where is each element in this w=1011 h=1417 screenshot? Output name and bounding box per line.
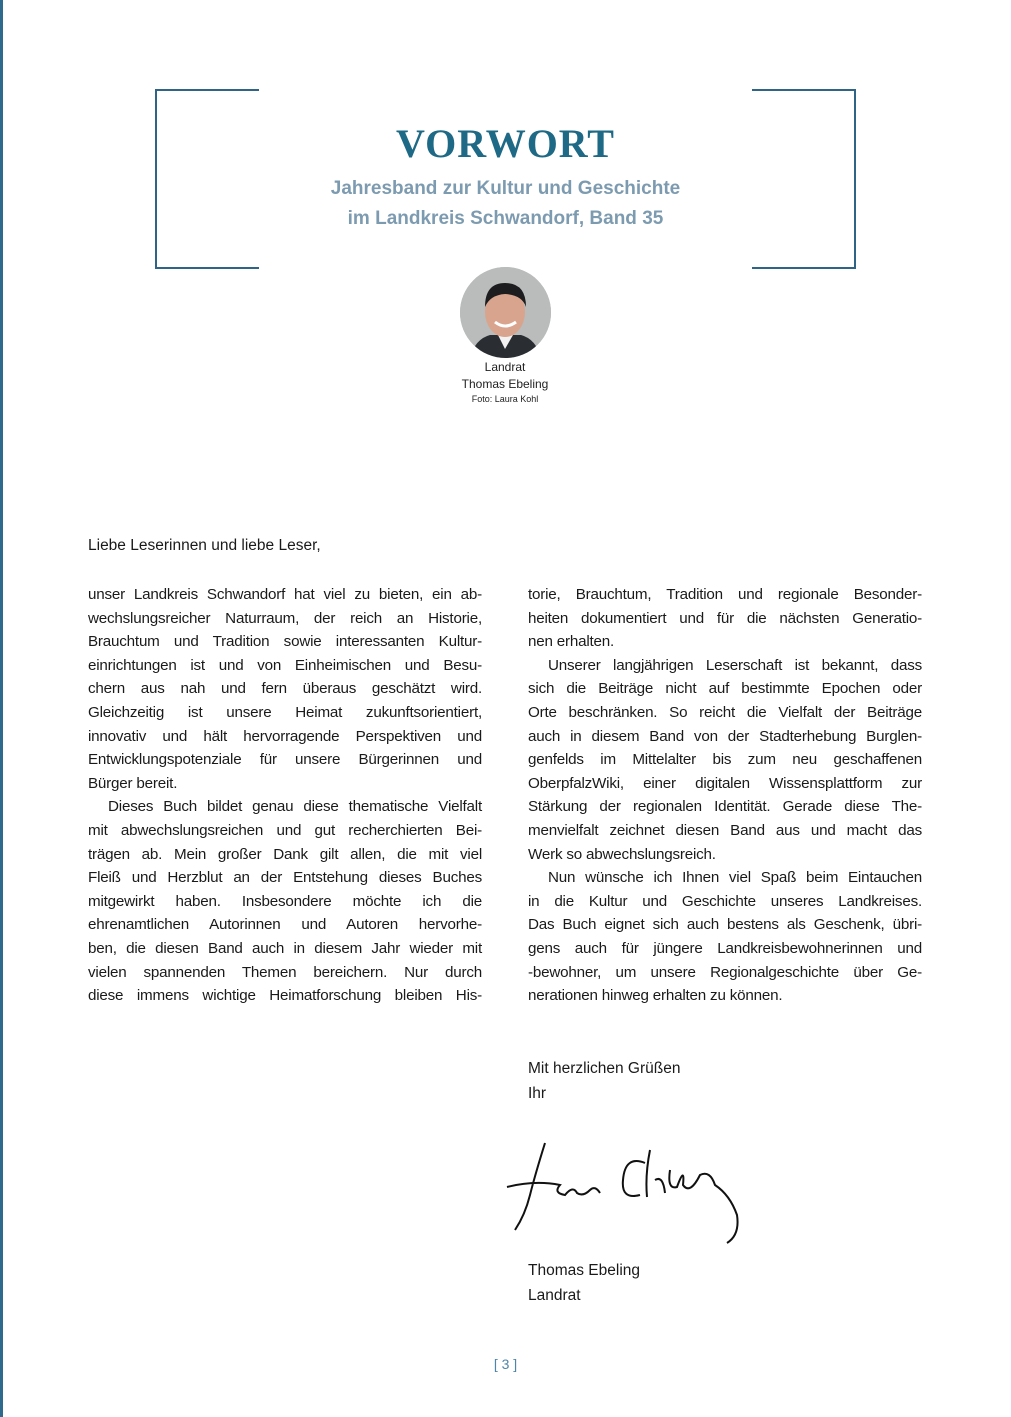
text-line: Bürger bereit. bbox=[88, 774, 178, 792]
text-line: in die Kultur und Geschichte unseres Landkreises. bbox=[528, 892, 922, 910]
text-line: genfelds im Mittelalter bis zum neu geschaffenen bbox=[528, 751, 922, 769]
portrait-role: Landrat bbox=[484, 360, 526, 374]
signatory-title: Landrat bbox=[528, 1287, 581, 1304]
photo-credit: Foto: Laura Kohl bbox=[471, 394, 539, 404]
text-line: heiten dokumentiert und für die nächsten Generatio- bbox=[528, 609, 922, 627]
text-line: Brauchtum und Tradition sowie interessanten Kultur- bbox=[88, 633, 482, 651]
page-title: VORWORT bbox=[396, 121, 615, 166]
text-line: nerationen hinweg erhalten zu können. bbox=[528, 987, 783, 1005]
text-line: gens auch für jüngere Landkreisbewohnerinnen und bbox=[528, 939, 922, 957]
text-line: chern aus nah und fern überaus geschätzt wird. bbox=[88, 680, 482, 698]
text-line: Orte beschränken. So reicht die Vielfalt der Beiträge bbox=[528, 703, 922, 721]
text-line: sich die Beiträge nicht auf bestimmte Epochen oder bbox=[528, 680, 922, 698]
text-line: diese immens wichtige Heimatforschung bleiben His- bbox=[88, 987, 482, 1005]
text-line: mit abwechslungsreichen und gut recherchierten Bei- bbox=[88, 821, 482, 839]
signature-image bbox=[505, 1135, 755, 1250]
text-line: Nun wünsche ich Ihnen viel Spaß beim Eintauchen bbox=[548, 869, 922, 887]
text-line: Gleichzeitig ist unsere Heimat zukunftsorientiert, bbox=[88, 703, 482, 721]
portrait-photo bbox=[460, 267, 551, 358]
text-line: wechslungsreicher Naturraum, der reich an Historie, bbox=[88, 609, 482, 627]
text-line: einrichtungen ist und von Einheimischen und Besu- bbox=[88, 656, 482, 674]
closing-ihr: Ihr bbox=[528, 1085, 547, 1102]
text-column-left bbox=[88, 583, 482, 1008]
greeting: Liebe Leserinnen und liebe Leser, bbox=[88, 537, 321, 554]
subtitle-line-2: im Landkreis Schwandorf, Band 35 bbox=[347, 208, 664, 229]
text-column-right bbox=[528, 583, 922, 1008]
text-line: Fleiß und Herzblut an der Entstehung dieses Buches bbox=[88, 869, 482, 887]
text-line: vielen spannenden Themen bereichern. Nur durch bbox=[88, 963, 482, 981]
signatory-name: Thomas Ebeling bbox=[528, 1262, 641, 1279]
text-line: Dieses Buch bildet genau diese thematische Vielfalt bbox=[108, 798, 482, 816]
text-line: menvielfalt zeichnet diesen Band aus und macht das bbox=[528, 821, 922, 839]
text-line: trägen ab. Mein großer Dank gilt allen, die mit viel bbox=[88, 845, 482, 863]
text-line: -bewohner, um unsere Regionalgeschichte über Ge- bbox=[528, 963, 922, 981]
text-line: Stärkung der regionalen Identität. Gerade diese The- bbox=[528, 798, 922, 816]
text-line: mitgewirkt haben. Insbesondere möchte ich die bbox=[88, 892, 482, 910]
text-line: auch in diesem Band von der Stadterhebung Burglen- bbox=[528, 727, 922, 745]
text-line: Werk so abwechslungsreich. bbox=[528, 845, 716, 863]
text-line: Entwicklungspotenziale für unsere Bürgerinnen und bbox=[88, 751, 482, 769]
subtitle-line-1: Jahresband zur Kultur und Geschichte bbox=[330, 178, 681, 199]
text-line: innovativ und hält hervorragende Perspektiven und bbox=[88, 727, 482, 745]
text-line: ben, die diesen Band auch in diesem Jahr wieder mit bbox=[88, 939, 482, 957]
text-line: nen erhalten. bbox=[528, 633, 615, 651]
portrait-name: Thomas Ebeling bbox=[461, 377, 549, 391]
text-line: Das Buch eignet sich auch bestens als Geschenk, übri- bbox=[528, 916, 922, 934]
text-line: unser Landkreis Schwandorf hat viel zu bieten, ein ab- bbox=[88, 586, 482, 603]
page-number: [ 3 ] bbox=[493, 1356, 518, 1372]
text-line: OberpfalzWiki, einer digitalen Wissensplattform zur bbox=[528, 774, 922, 792]
text-line: Unserer langjährigen Leserschaft ist bekannt, dass bbox=[548, 656, 922, 674]
closing-line: Mit herzlichen Grüßen bbox=[528, 1060, 681, 1077]
text-line: ehrenamtlichen Autorinnen und Autoren hervorhe- bbox=[88, 916, 482, 934]
text-line: torie, Brauchtum, Tradition und regionale Besonder- bbox=[528, 586, 922, 603]
